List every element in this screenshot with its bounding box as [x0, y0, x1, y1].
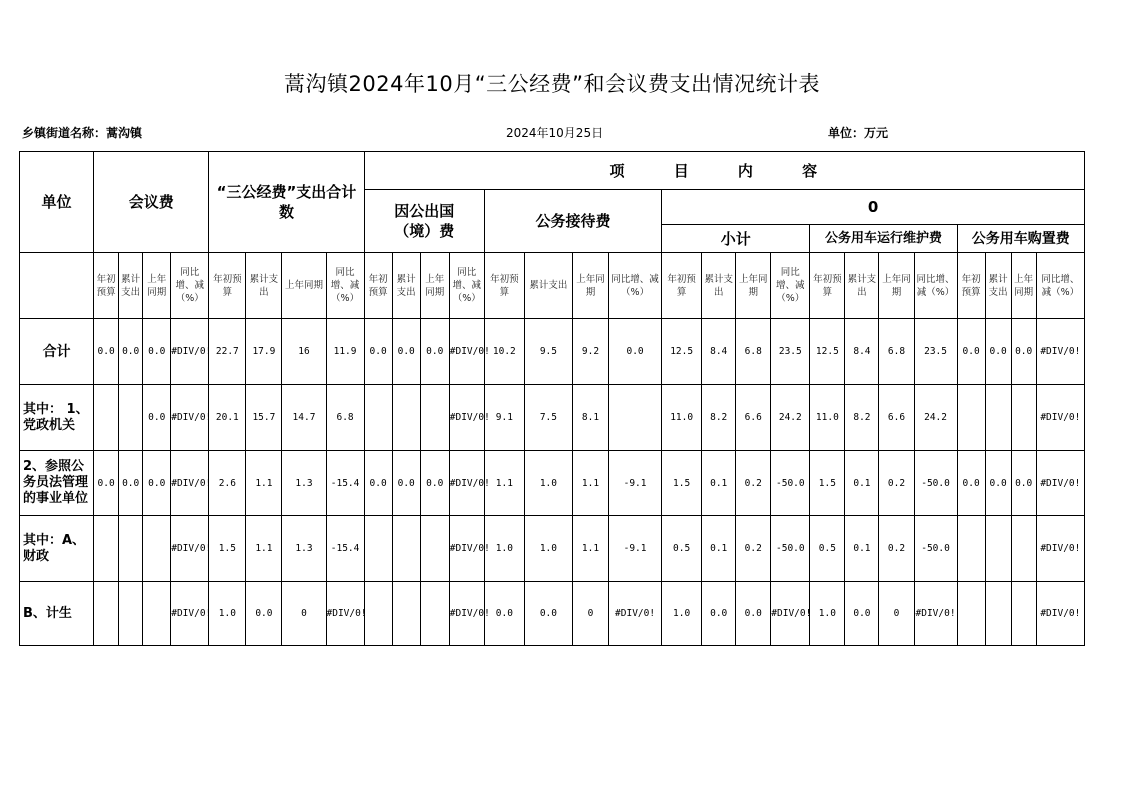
table-cell: 0.0: [736, 582, 771, 646]
sub-header-cell: 年初预算: [209, 253, 246, 319]
table-cell: 0.0: [985, 319, 1011, 385]
table-cell: 8.1: [572, 385, 608, 451]
unit-label: 单位：万元: [828, 126, 889, 140]
table-cell: 12.5: [810, 319, 845, 385]
table-cell: 0.5: [810, 516, 845, 582]
table-cell: 0.0: [484, 582, 524, 646]
table-cell: 8.2: [702, 385, 736, 451]
table-cell: [119, 582, 143, 646]
table-cell: #DIV/0!: [449, 385, 484, 451]
table-cell: #DIV/0!: [1036, 319, 1084, 385]
table-row: [20, 319, 1085, 385]
table-cell: [420, 582, 449, 646]
table-cell: 6.8: [736, 319, 771, 385]
table-cell: 0.0: [985, 451, 1011, 516]
table-cell: #DIV/0!: [609, 582, 662, 646]
table-cell: 1.5: [662, 451, 702, 516]
table-row: [20, 385, 1085, 451]
header-subtotal: 小计: [662, 225, 810, 253]
table-cell: 8.4: [702, 319, 736, 385]
row-unit-label: 其中： 1、党政机关: [20, 385, 94, 451]
table-cell: #DIV/0!: [449, 582, 484, 646]
table-cell: 0.0: [364, 319, 392, 385]
header-unit: 单位: [20, 152, 94, 253]
sub-header-row: [20, 253, 1085, 319]
table-cell: 0.0: [143, 451, 171, 516]
header-vehicle-run: 公务用车运行维护费: [810, 225, 957, 253]
table-cell: 1.1: [246, 451, 282, 516]
table-cell: 6.6: [736, 385, 771, 451]
table-cell: 0.0: [94, 319, 119, 385]
table-cell: 11.0: [810, 385, 845, 451]
table-cell: [420, 385, 449, 451]
table-cell: -15.4: [326, 516, 364, 582]
table-cell: [985, 385, 1011, 451]
table-cell: #DIV/0!: [914, 582, 957, 646]
sub-header-cell: 累计支出: [392, 253, 420, 319]
table-cell: 1.0: [484, 516, 524, 582]
sub-header-cell: 年初预算: [810, 253, 845, 319]
sub-header-cell: 同比增、减（%）: [326, 253, 364, 319]
table-cell: 8.4: [845, 319, 879, 385]
table-body: [20, 319, 1085, 646]
table-cell: 0.0: [845, 582, 879, 646]
expense-table: [19, 151, 1085, 646]
table-cell: 0.0: [524, 582, 572, 646]
sub-header-cell: 同比增、减（%）: [771, 253, 810, 319]
table-cell: 0: [879, 582, 914, 646]
table-cell: #DIV/0!: [171, 385, 209, 451]
table-cell: 0.0: [246, 582, 282, 646]
table-cell: 1.1: [572, 516, 608, 582]
sub-header-cell: 年初预算: [484, 253, 524, 319]
sub-header-cell: 上年同期: [143, 253, 171, 319]
table-cell: [392, 516, 420, 582]
sub-header-cell: 同比增、减（%）: [171, 253, 209, 319]
table-cell: #DIV/0!: [1036, 451, 1084, 516]
table-cell: 16: [282, 319, 326, 385]
table-cell: -50.0: [771, 451, 810, 516]
header-vehicle-total: 0: [662, 190, 1085, 225]
table-cell: #DIV/0!: [326, 582, 364, 646]
table-cell: #DIV/0!: [1036, 385, 1084, 451]
table-cell: 0.2: [879, 516, 914, 582]
table-cell: 0.0: [392, 319, 420, 385]
table-cell: 0.0: [143, 319, 171, 385]
table-cell: [957, 516, 985, 582]
sub-header-cell: 累计支出: [985, 253, 1011, 319]
header-meeting: 会议费: [94, 152, 209, 253]
table-cell: 0.0: [420, 451, 449, 516]
table-cell: 8.2: [845, 385, 879, 451]
table-cell: [1011, 385, 1036, 451]
table-cell: [94, 516, 119, 582]
table-cell: 0: [572, 582, 608, 646]
table-cell: -9.1: [609, 451, 662, 516]
table-cell: 0.0: [143, 385, 171, 451]
table-cell: 0.2: [879, 451, 914, 516]
sub-header-cell: 上年同期: [572, 253, 608, 319]
sub-header-cell: 上年同期: [420, 253, 449, 319]
table-cell: 0.0: [957, 451, 985, 516]
sub-header-cell: 累计支出: [119, 253, 143, 319]
table-cell: 0.0: [1011, 451, 1036, 516]
header-abroad: 因公出国（境）费: [364, 190, 484, 253]
table-cell: 0.0: [364, 451, 392, 516]
table-cell: [94, 582, 119, 646]
table-cell: 0: [282, 582, 326, 646]
table-cell: 11.9: [326, 319, 364, 385]
table-row: [20, 516, 1085, 582]
table-cell: [392, 582, 420, 646]
table-cell: #DIV/0!: [171, 451, 209, 516]
table-cell: [94, 385, 119, 451]
table-cell: 9.2: [572, 319, 608, 385]
table-cell: 7.5: [524, 385, 572, 451]
table-cell: 2.6: [209, 451, 246, 516]
table-cell: 1.5: [810, 451, 845, 516]
table-cell: #DIV/0!: [171, 582, 209, 646]
table-cell: 14.7: [282, 385, 326, 451]
table-cell: 1.3: [282, 451, 326, 516]
table-cell: 9.5: [524, 319, 572, 385]
sub-header-cell: 年初预算: [957, 253, 985, 319]
sub-header-cell: 累计支出: [524, 253, 572, 319]
table-cell: [957, 385, 985, 451]
table-cell: 10.2: [484, 319, 524, 385]
header-project: 项 目 内 容: [364, 152, 1084, 190]
table-cell: [392, 385, 420, 451]
header-vehicle-buy: 公务用车购置费: [957, 225, 1084, 253]
row-unit-label: 2、参照公务员法管理的事业单位: [20, 451, 94, 516]
table-cell: 0.0: [119, 451, 143, 516]
table-cell: 1.0: [524, 451, 572, 516]
table-cell: 0.0: [609, 319, 662, 385]
table-cell: 0.0: [119, 319, 143, 385]
table-cell: 0.2: [736, 516, 771, 582]
table-cell: -15.4: [326, 451, 364, 516]
table-cell: #DIV/0!: [449, 516, 484, 582]
sub-header-cell: 累计支出: [246, 253, 282, 319]
table-cell: [609, 385, 662, 451]
table-cell: #DIV/0!: [449, 319, 484, 385]
table-cell: #DIV/0!: [1036, 516, 1084, 582]
table-cell: 0.1: [845, 516, 879, 582]
table-cell: 22.7: [209, 319, 246, 385]
table-cell: 1.5: [209, 516, 246, 582]
table-cell: 17.9: [246, 319, 282, 385]
table-row: [20, 451, 1085, 516]
table-cell: 24.2: [771, 385, 810, 451]
table-cell: [1011, 582, 1036, 646]
table-cell: 0.1: [845, 451, 879, 516]
table-cell: [420, 516, 449, 582]
table-cell: [143, 582, 171, 646]
table-cell: [957, 582, 985, 646]
table-cell: #DIV/0!: [171, 516, 209, 582]
district-label: 乡镇街道名称：蒿沟镇: [22, 126, 143, 140]
table-cell: 1.0: [810, 582, 845, 646]
table-cell: [364, 385, 392, 451]
table-cell: 1.3: [282, 516, 326, 582]
sub-header-cell: 累计支出: [702, 253, 736, 319]
table-cell: 6.6: [879, 385, 914, 451]
sub-header-cell: 年初预算: [94, 253, 119, 319]
table-cell: 12.5: [662, 319, 702, 385]
table-cell: [364, 582, 392, 646]
table-cell: 11.0: [662, 385, 702, 451]
table-cell: 24.2: [914, 385, 957, 451]
row-unit-label: 合计: [20, 319, 94, 385]
table-row: [20, 582, 1085, 646]
sub-header-cell: 年初预算: [364, 253, 392, 319]
table-cell: -50.0: [771, 516, 810, 582]
sub-header-cell: 上年同期: [1011, 253, 1036, 319]
table-cell: [985, 516, 1011, 582]
table-cell: #DIV/0!: [1036, 582, 1084, 646]
table-cell: 1.1: [246, 516, 282, 582]
table-cell: 23.5: [771, 319, 810, 385]
row-unit-label: 其中：A、财政: [20, 516, 94, 582]
sub-header-unit-blank: [20, 253, 94, 319]
table-cell: 0.2: [736, 451, 771, 516]
table-cell: 1.1: [572, 451, 608, 516]
table-cell: [985, 582, 1011, 646]
header-three-total: “三公经费”支出合计数: [209, 152, 364, 253]
table-cell: 0.0: [392, 451, 420, 516]
table-cell: 1.0: [662, 582, 702, 646]
sub-header-cell: 同比增、减（%）: [609, 253, 662, 319]
sub-header-cell: 同比增、减（%）: [1036, 253, 1084, 319]
sub-header-cell: 同比增、减（%）: [449, 253, 484, 319]
table-cell: #DIV/0!: [771, 582, 810, 646]
table-cell: 0.0: [702, 582, 736, 646]
table-cell: 0.0: [420, 319, 449, 385]
table-cell: #DIV/0!: [171, 319, 209, 385]
table-cell: 1.0: [209, 582, 246, 646]
table-cell: 0.1: [702, 516, 736, 582]
table-cell: 0.1: [702, 451, 736, 516]
sub-header-cell: 上年同期: [282, 253, 326, 319]
table-cell: 23.5: [914, 319, 957, 385]
page-title: 蒿沟镇2024年10月“三公经费”和会议费支出情况统计表: [284, 72, 820, 96]
table-cell: 1.1: [484, 451, 524, 516]
table-cell: 6.8: [879, 319, 914, 385]
table-cell: -50.0: [914, 516, 957, 582]
table-cell: [143, 516, 171, 582]
report-date: 2024年10月25日: [506, 126, 604, 140]
table-cell: 0.0: [1011, 319, 1036, 385]
table-cell: 0.5: [662, 516, 702, 582]
table-cell: #DIV/0!: [449, 451, 484, 516]
sub-header-cell: 同比增、减（%）: [914, 253, 957, 319]
table-cell: [119, 516, 143, 582]
table-cell: -9.1: [609, 516, 662, 582]
table-cell: -50.0: [914, 451, 957, 516]
table-cell: [364, 516, 392, 582]
table-cell: 1.0: [524, 516, 572, 582]
table-cell: 9.1: [484, 385, 524, 451]
sub-header-cell: 上年同期: [879, 253, 914, 319]
sub-header-cell: 上年同期: [736, 253, 771, 319]
table-cell: 15.7: [246, 385, 282, 451]
header-reception: 公务接待费: [484, 190, 661, 253]
table-cell: 0.0: [94, 451, 119, 516]
table-cell: [1011, 516, 1036, 582]
table-cell: 6.8: [326, 385, 364, 451]
table-cell: 0.0: [957, 319, 985, 385]
table-cell: 20.1: [209, 385, 246, 451]
table-cell: [119, 385, 143, 451]
row-unit-label: B、计生: [20, 582, 94, 646]
sub-header-cell: 年初预算: [662, 253, 702, 319]
sub-header-cell: 累计支出: [845, 253, 879, 319]
